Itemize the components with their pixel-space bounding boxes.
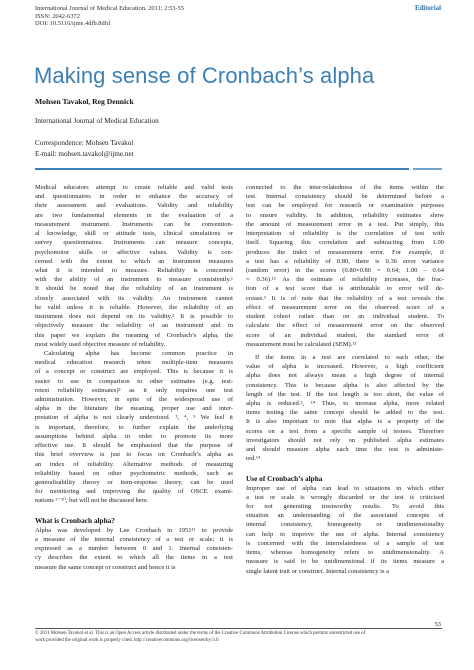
text-line: cerned with the extent to which an instrument measures — [35, 257, 233, 265]
text-line: can help to improve the use of alpha. Internal consistency — [246, 530, 444, 538]
text-line: itself. Squaring this correlation and subtracting from 1.00 — [246, 239, 444, 247]
journal-issn: ISSN: 2042-6372 — [35, 12, 80, 20]
text-line: of a concept or construct are employed. This is because it is — [35, 368, 233, 376]
text-line: effect of measurement error on the observed score of a — [246, 303, 444, 311]
section-gap — [35, 506, 233, 515]
text-line: their assessment and evaluations. Validity and reliability — [35, 202, 233, 210]
text-line: cy describes the extent to which all the items in a test — [35, 554, 233, 562]
text-line: Calculating alpha has become common practice in — [44, 349, 233, 357]
text-line: alpha does not always mean a high degree of internal — [246, 372, 444, 380]
text-line: is important, therefore, to further explain the underlying — [35, 423, 233, 431]
text-line: calculate the effect of measurement error on the observed — [246, 322, 444, 330]
text-line: internal consistency, homogeneity or unidimensionality — [246, 521, 444, 529]
text-line: consistency. This is because alpha is also affected by the — [246, 381, 444, 389]
text-line: are two fundamental elements in the evaluation of a — [35, 211, 233, 219]
text-line: instrument does not depend on its validity.² It is possible to — [35, 313, 233, 321]
correspondence-block — [35, 138, 134, 159]
text-line: administration. However, in spite of the widespread use of — [35, 396, 233, 404]
affiliation: International Journal of Medical Education — [35, 117, 159, 125]
text-line: red.¹⁴ — [246, 455, 261, 463]
text-line: to ensure validity. In addition, reliability estimates show — [246, 211, 444, 219]
text-line: connected to the inter-relatedness of the items within the — [246, 184, 444, 191]
text-line: score of an individual student, the standard error of — [246, 331, 444, 339]
footer-divider — [35, 628, 442, 629]
text-line: this brief overview is just to focus on Cronbach’s alpha as — [35, 451, 233, 459]
journal-meta — [35, 5, 184, 28]
text-line: value of alpha is increased. However, a high coefficient — [246, 363, 444, 371]
text-line: assumptions behind alpha in order to promote its more — [35, 432, 233, 440]
text-line: items, whereas homogeneity refers to unidimensionality. A — [246, 549, 444, 557]
text-line: and questionnaires in order to enhance the accuracy of — [35, 193, 233, 201]
text-line: for not generating trustworthy results. To avoid this — [246, 503, 444, 510]
text-line: scores on a test from a specific sample of testees. Therefore — [246, 427, 444, 435]
text-line: single latent trait or construct. Internal consistency is a — [246, 567, 390, 575]
text-line: is concerned with the interrelatedness of a sample of test — [246, 539, 444, 547]
text-line: closely associated with its validity. An instrument cannot — [35, 294, 233, 302]
text-line: measurement instrument. Instruments can be convention- — [35, 220, 233, 228]
left-column — [35, 183, 233, 572]
text-line: reliability based on other psychometric methods, such as — [35, 469, 233, 477]
text-line: expressed as a number between 0 and 1. Internal consisten- — [35, 545, 233, 553]
text-line: Medical educators attempt to create reliable and valid tests — [35, 184, 233, 191]
text-line: situation an understanding of the associated concepts of — [246, 512, 444, 520]
header-divider-accent — [413, 168, 442, 170]
text-line: It should be noted that the reliability of an instrument is — [35, 285, 233, 293]
use-of-alpha-paragraph — [246, 484, 444, 576]
page-number: 53 — [434, 621, 441, 628]
journal-citation: International Journal of Medical Education. 2011; 2:53-55 — [35, 5, 185, 12]
text-line: Improper use of alpha can lead to situations in which either — [246, 484, 444, 492]
right-column — [246, 183, 444, 576]
correspondence-name: Correspondence: Mohsen Tavakol — [35, 139, 134, 147]
correspondence-email[interactable]: E-mail: mohsen.tavakol@ijme.net — [35, 149, 134, 158]
text-line: easier to use in comparison to other estimates (e.g. test- — [35, 377, 233, 385]
text-line: a test has a reliability of 0.80, there is 0.36 error variance — [246, 257, 444, 265]
text-line: a measure of the internal consistency of a test or scale; it is — [35, 535, 233, 543]
text-line: student cohort rather than on an individual student. To — [246, 313, 444, 321]
text-line: investigators should not rely on published alpha estimates — [246, 436, 444, 444]
text-line: what it is intended to measure. Reliability is concerned — [35, 266, 233, 274]
text-line: al knowledge, skill or attitude tests, clinical simulations or — [35, 230, 233, 238]
text-line: retest reliability estimates)³ as it only requires one test — [35, 386, 233, 394]
text-line: If the items in a test are correlated to each other, the — [255, 353, 444, 361]
header-divider — [35, 168, 409, 170]
text-line: tion of a test score that is attributable to error will de- — [246, 285, 444, 293]
intro-paragraph — [35, 183, 233, 349]
text-line: generalisability theory or item-response theory, can be used — [35, 479, 233, 486]
text-line: measure the same concept or construct and hence it is — [35, 563, 176, 571]
text-line: effective use. It should be emphasised that the purpose of — [35, 442, 233, 450]
text-line: (random error) in the scores (0.80×0.80 = 0.64; 1.00 – 0.64 — [246, 266, 444, 274]
article-doi[interactable]: DOI: 10.5116/ijme.4dfb.8dfd — [35, 20, 111, 28]
text-line: alpha is reduced.², ¹⁴ Thus, to increase alpha, more related — [246, 400, 444, 408]
text-line: an index of reliability. Alternative methods of measuring — [35, 460, 233, 468]
text-line: test can be employed for research or examination purposes — [246, 202, 444, 210]
text-line: measurement must be calculated (SEM).¹³ — [246, 340, 357, 348]
text-line: psychomotor skills or affective values. Validity is con- — [35, 248, 233, 256]
text-line: survey questionnaires. Instruments can measure concepts, — [35, 239, 233, 247]
internal-consistency-paragraph — [246, 183, 444, 349]
footer-line: © 2011 Mohsen Tavakol et al. This is an Open Access article distributed under the terms of the Creative Commons Attribution License which permits unrestricted use of — [35, 631, 366, 636]
text-line: a test or scale is wrongly discarded or the test is criticised — [246, 493, 444, 501]
text-line: interpretation of reliability is the correlation of test with — [246, 230, 444, 238]
text-line: test. Internal consistency should be determined before a — [246, 193, 444, 201]
text-line: measure is said to be unidimensional if its items measure a — [246, 558, 444, 566]
text-line: pretation of alpha is not clearly understood. ², ⁴, ⁵ We feel it — [35, 414, 233, 422]
text-line: most widely used objective measure of reliability. — [35, 340, 166, 348]
section-heading-use-of-alpha: Use of Cronbach’s alpha — [246, 473, 323, 483]
text-line: alpha in the literature the meaning, proper use and inter- — [35, 405, 233, 413]
text-line: crease.² It is of note that the reliability of a test reveals the — [246, 294, 444, 302]
items-correlation-paragraph — [246, 353, 444, 464]
text-line: = 0.36).¹² As the estimate of reliability increases, the frac- — [246, 276, 444, 284]
text-line: length of the test. If the test length is too short, the value of — [246, 390, 444, 398]
text-line: be valid unless it is reliable. However, the reliability of an — [35, 303, 233, 311]
what-is-alpha-paragraph — [35, 526, 233, 572]
text-line: this paper we explain the meaning of Cronbach’s alpha, the — [35, 331, 233, 339]
article-title: Making sense of Cronbach’s alpha — [34, 63, 375, 88]
footer-line: work provided the original work is properly cited. http://creativecommons.org/licenses/by/3.0 — [35, 637, 219, 643]
author-list: Mohsen Tavakol, Reg Dennick — [35, 97, 134, 106]
text-line: medical education research when multiple-item measures — [35, 359, 233, 367]
section-heading-what-is-alpha: What is Cronbach alpha? — [35, 515, 115, 525]
calculating-alpha-paragraph — [35, 349, 233, 506]
text-line: Alpha was developed by Lee Cronbach in 1951¹¹ to provide — [35, 526, 233, 534]
text-line: nations ⁶⁻¹⁰, but will not be discussed here. — [35, 497, 149, 505]
text-line: objectively measure the reliability of an instrument and in — [35, 322, 233, 330]
license-footer — [35, 631, 442, 644]
text-line: It is also important to note that alpha is a property of the — [246, 418, 444, 426]
text-line: with the ability of an instrument to measure consistently.¹ — [35, 276, 233, 284]
text-line: the amount of measurement error in a test. Put simply, this — [246, 220, 444, 228]
text-line: for monitoring and improving the quality of OSCE exami- — [35, 488, 233, 496]
section-gap — [246, 464, 444, 473]
text-line: items testing the same concept should be added to the test. — [246, 409, 444, 417]
section-label: Editorial — [414, 5, 441, 12]
text-line: produces the index of measurement error. For example, if — [246, 248, 444, 256]
text-line: and should measure alpha each time the test is administe- — [246, 446, 444, 454]
